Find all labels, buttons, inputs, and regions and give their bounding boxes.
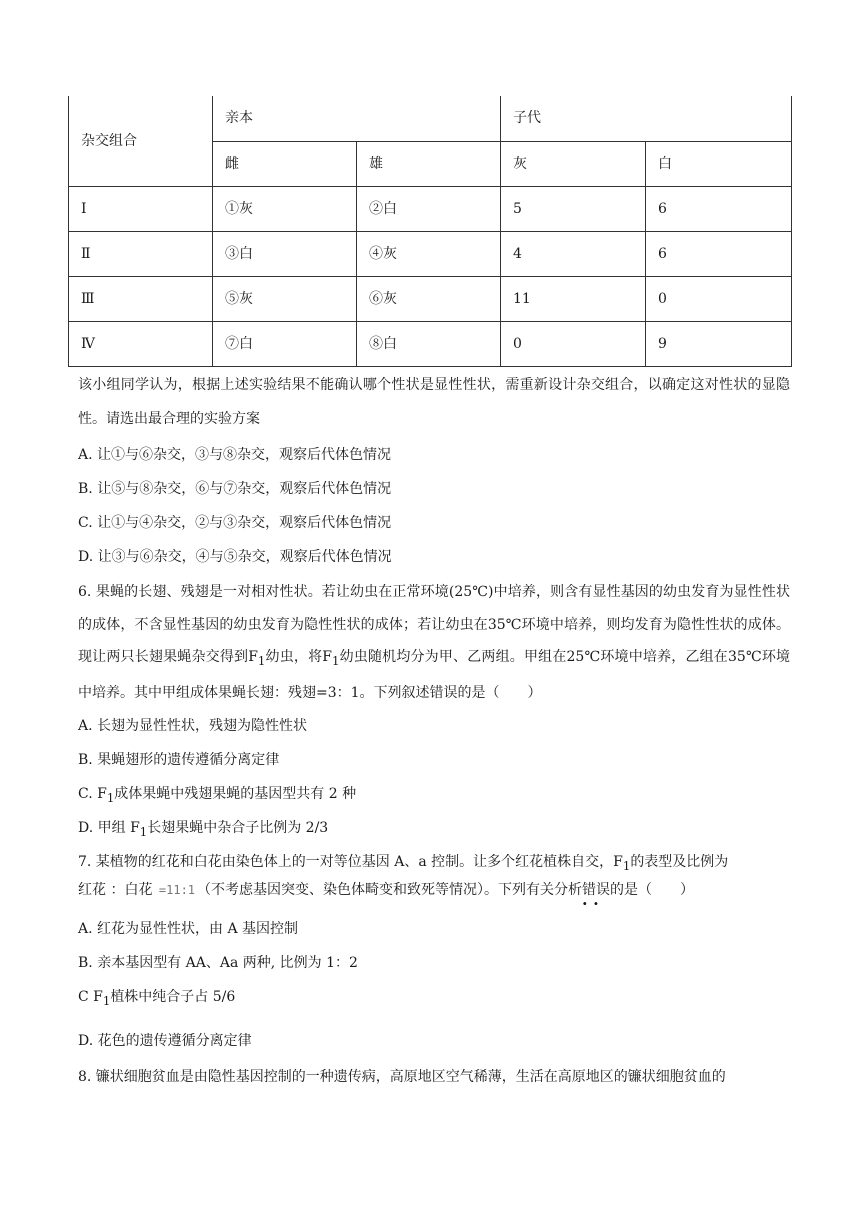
header-offspring: 子代 bbox=[501, 96, 792, 141]
q7-option-b: B. 亲本基因型有 AA、Aa 两种, 比例为 1：2 bbox=[78, 955, 358, 971]
table-row bbox=[69, 186, 792, 231]
q5-option-d: D. 让③与⑥杂交，④与⑤杂交，观察后代体色情况 bbox=[78, 549, 392, 565]
header-cross-group: 杂交组合 bbox=[69, 96, 213, 186]
header-female: 雌 bbox=[213, 141, 357, 186]
q7-stem-line1: 7. 某植物的红花和白花由染色体上的一对等位基因 A、a 控制。让多个红花植株自交，$F_1$的表型及比例为 bbox=[78, 854, 729, 873]
table-row bbox=[69, 276, 792, 321]
table-row bbox=[69, 231, 792, 276]
cell-female: ⑦白 bbox=[213, 321, 357, 366]
q6-stem: 6. 果蝇的长翅、残翅是一对相对性状。若让幼虫在正常环境(25℃)中培养，则含有显性基因的幼虫发育为显性性状的成体，不含显性基因的幼虫发育为隐性性状的成体；若让幼虫在35℃环境中培养，则均发育为隐性性状的成体。现让两只长翅果蝇杂交得到$F_1$幼虫，将$F_1$幼虫随机均分为甲、乙两组。甲组在25℃环境中培养，乙组在35℃环境中培养。其中甲组成体果蝇长翅：残翅=3：1。下列叙述错误的是（ ） bbox=[78, 584, 791, 702]
cell-white: 6 bbox=[646, 186, 792, 231]
cell-female: ⑤灰 bbox=[213, 276, 357, 321]
q6-option-b: B. 果蝇翅形的遗传遵循分离定律 bbox=[78, 752, 280, 768]
cell-gray: 11 bbox=[501, 276, 646, 321]
q7-option-d: D. 花色的遗传遵循分离定律 bbox=[78, 1033, 252, 1049]
q6-option-d: D. 甲组 $F_1$长翅果蝇中杂合子比例为 2/3 bbox=[78, 820, 329, 839]
cross-results-table bbox=[68, 96, 792, 367]
cell-white: 9 bbox=[646, 321, 792, 366]
cell-white: 0 bbox=[646, 276, 792, 321]
header-gray: 灰 bbox=[501, 141, 646, 186]
cell-group: Ⅳ bbox=[69, 321, 213, 366]
header-white: 白 bbox=[646, 141, 792, 186]
table-row bbox=[69, 321, 792, 366]
cell-gray: 0 bbox=[501, 321, 646, 366]
cell-female: ①灰 bbox=[213, 186, 357, 231]
cell-group: Ⅲ bbox=[69, 276, 213, 321]
q5-option-a: A. 让①与⑥杂交，③与⑧杂交，观察后代体色情况 bbox=[78, 447, 392, 463]
q5-stem: 该小组同学认为，根据上述实验结果不能确认哪个性状是显性性状，需重新设计杂交组合，以确定这对性状的显隐性。请选出最合理的实验方案 bbox=[78, 377, 790, 427]
q7-option-a: A. 红花为显性性状，由 A 基因控制 bbox=[78, 921, 299, 937]
q6-option-c: C. $F_1$成体果蝇中残翅果蝇的基因型共有 2 种 bbox=[78, 786, 357, 805]
q5-option-b: B. 让⑤与⑧杂交，⑥与⑦杂交，观察后代体色情况 bbox=[78, 481, 392, 497]
q7-option-c: C $F_1$植株中纯合子占 5/6 bbox=[78, 989, 236, 1008]
header-parents: 亲本 bbox=[213, 96, 501, 141]
cell-male: ⑥灰 bbox=[357, 276, 501, 321]
cell-group: Ⅰ bbox=[69, 186, 213, 231]
cell-male: ⑧白 bbox=[357, 321, 501, 366]
cell-white: 6 bbox=[646, 231, 792, 276]
q5-option-c: C. 让①与④杂交，②与③杂交，观察后代体色情况 bbox=[78, 515, 392, 531]
cell-group: Ⅱ bbox=[69, 231, 213, 276]
cell-gray: 4 bbox=[501, 231, 646, 276]
cell-male: ②白 bbox=[357, 186, 501, 231]
cell-gray: 5 bbox=[501, 186, 646, 231]
q7-stem-line2: 红花 ：白花 =11:1 （不考虑基因突变、染色体畸变和致死等情况）。下列有关分析错误 · ·的是（ ） bbox=[78, 879, 694, 899]
q6-option-a: A. 长翅为显性性状，残翅为隐性性状 bbox=[78, 718, 308, 734]
header-male: 雄 bbox=[357, 141, 501, 186]
cell-female: ③白 bbox=[213, 231, 357, 276]
emphasis-text: 错误 · · bbox=[582, 882, 610, 898]
cell-male: ④灰 bbox=[357, 231, 501, 276]
ratio-image: =11:1 bbox=[158, 883, 196, 897]
q8-stem: 8. 镰状细胞贫血是由隐性基因控制的一种遗传病，高原地区空气稀薄，生活在高原地区的镰状细胞贫血的 bbox=[78, 1069, 726, 1085]
